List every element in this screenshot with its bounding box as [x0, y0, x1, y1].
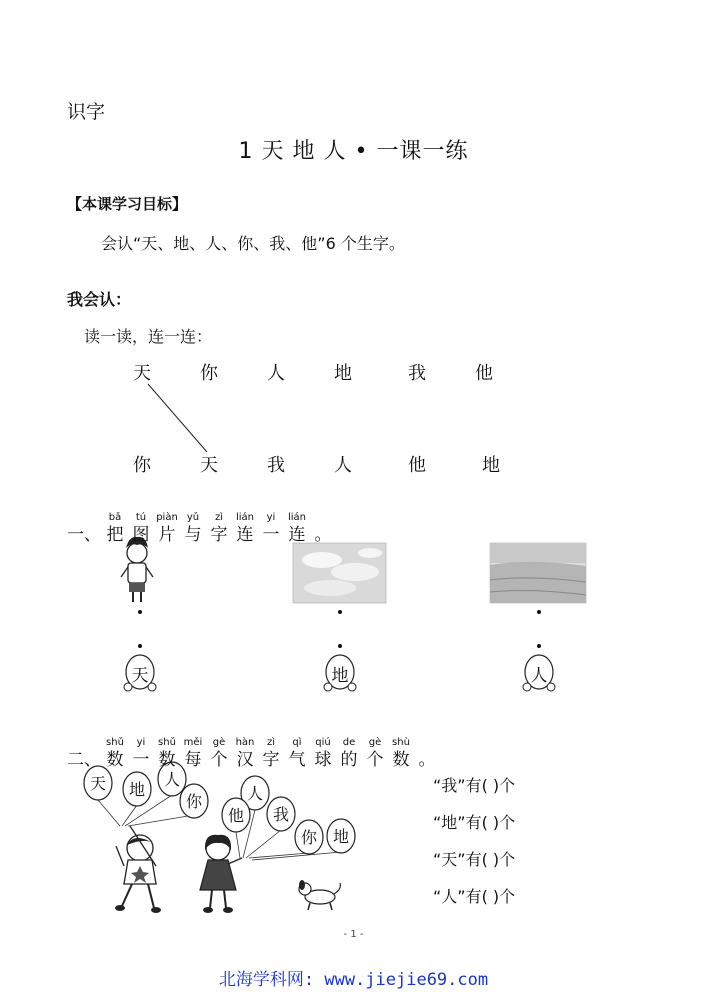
dot: [338, 610, 342, 614]
hanzi: 一: [132, 750, 150, 770]
top-char: 天: [133, 363, 151, 384]
lesson-title: 1 天 地 人 • 一课一练: [238, 139, 469, 164]
bottom-char: 他: [408, 455, 426, 476]
bottom-char: 你: [133, 455, 151, 476]
answer-line: “地”有( )个: [433, 813, 516, 832]
pinyin: bǎ: [108, 512, 122, 523]
kid-illustration: [115, 826, 161, 913]
balloon-char: 天: [89, 774, 106, 793]
pinyin: gè: [212, 737, 226, 748]
pinyin: gè: [368, 737, 382, 748]
balloon-char: 人: [246, 784, 263, 803]
pinyin: hàn: [235, 737, 255, 748]
question-2-heading: [67, 737, 441, 771]
pinyin: shǔ: [106, 737, 124, 748]
top-char: 他: [475, 363, 493, 384]
pinyin: yi: [266, 512, 276, 523]
answer-line: “天”有( )个: [433, 850, 516, 869]
balloon-char: 人: [530, 666, 548, 686]
top-char: 你: [200, 363, 218, 384]
question-number: 一、: [67, 525, 101, 545]
site-watermark: 北海学科网: www.jiejie69.com: [218, 970, 489, 990]
hanzi: 球: [314, 750, 332, 770]
pinyin: qì: [292, 737, 302, 748]
hanzi: 字: [210, 525, 228, 545]
balloon-char: 地: [128, 780, 145, 799]
hanzi: 个: [366, 750, 384, 770]
hanzi: 气: [288, 750, 306, 770]
page-number: - 1 -: [343, 929, 364, 940]
balloon-char: 你: [185, 792, 202, 811]
question-number: 二、: [67, 750, 101, 770]
pinyin: shù: [392, 737, 410, 748]
hanzi: 字: [262, 750, 280, 770]
sky-picture: [293, 543, 386, 603]
dog-illustration: [299, 880, 340, 910]
top-char: 我: [408, 363, 426, 384]
pinyin: měi: [183, 737, 203, 748]
wohui-header: 我会认：: [67, 290, 132, 309]
hanzi: 片: [158, 525, 176, 545]
bottom-char: 人: [334, 455, 352, 476]
pinyin: piàn: [156, 512, 178, 523]
hanzi: 与: [184, 525, 202, 545]
hanzi: 的: [340, 750, 358, 770]
balloon-char: 人: [163, 770, 180, 789]
bottom-char: 地: [482, 455, 500, 476]
dot: [537, 644, 541, 648]
hanzi: 连: [236, 525, 254, 545]
pinyin: qiú: [315, 737, 331, 748]
top-char: 人: [267, 363, 285, 384]
pinyin: tú: [135, 512, 147, 523]
connect-line: [148, 384, 207, 452]
pinyin: yi: [136, 737, 146, 748]
answer-line: “人”有( )个: [433, 887, 516, 906]
hanzi: 把: [106, 525, 124, 545]
pinyin: yǔ: [186, 512, 200, 523]
hanzi: 数: [106, 750, 124, 770]
hanzi: 一: [262, 525, 280, 545]
hanzi: 每: [184, 750, 202, 770]
goal-header: 【本课学习目标】: [67, 195, 188, 213]
land-picture: [490, 543, 586, 603]
pinyin: de: [342, 737, 356, 748]
hanzi: 汉: [236, 750, 254, 770]
read-instruction: 读一读，连一连：: [84, 327, 213, 346]
goal-text: 会认“天、地、人、你、我、他”6 个生字。: [101, 234, 405, 253]
hanzi: 。: [418, 750, 436, 770]
balloon-char: 地: [331, 666, 349, 686]
dot: [338, 644, 342, 648]
balloon-char: 他: [227, 806, 244, 825]
dot: [138, 610, 142, 614]
hanzi: 连: [288, 525, 306, 545]
pinyin: zì: [266, 737, 276, 748]
hanzi: 数: [392, 750, 410, 770]
hanzi: 个: [210, 750, 228, 770]
pinyin: lián: [235, 512, 255, 523]
dot: [138, 644, 142, 648]
balloon-char: 你: [300, 828, 317, 847]
section-label: 识字: [67, 101, 106, 123]
bottom-char: 天: [200, 455, 218, 476]
hanzi: 图: [132, 525, 150, 545]
pinyin: lián: [287, 512, 307, 523]
pinyin: zì: [214, 512, 224, 523]
boy-picture: [121, 537, 153, 602]
balloon-char: 天: [131, 666, 149, 686]
question-1-heading: [67, 512, 337, 546]
hanzi: 数: [158, 750, 176, 770]
answer-line: “我”有( )个: [433, 776, 516, 795]
balloon-char: 我: [272, 805, 289, 824]
balloon-char: 地: [332, 827, 349, 846]
top-char: 地: [334, 363, 352, 384]
pinyin: shǔ: [158, 737, 176, 748]
bottom-char: 我: [267, 455, 285, 476]
dot: [537, 610, 541, 614]
girl-illustration: [200, 835, 242, 913]
hanzi: 。: [314, 525, 332, 545]
